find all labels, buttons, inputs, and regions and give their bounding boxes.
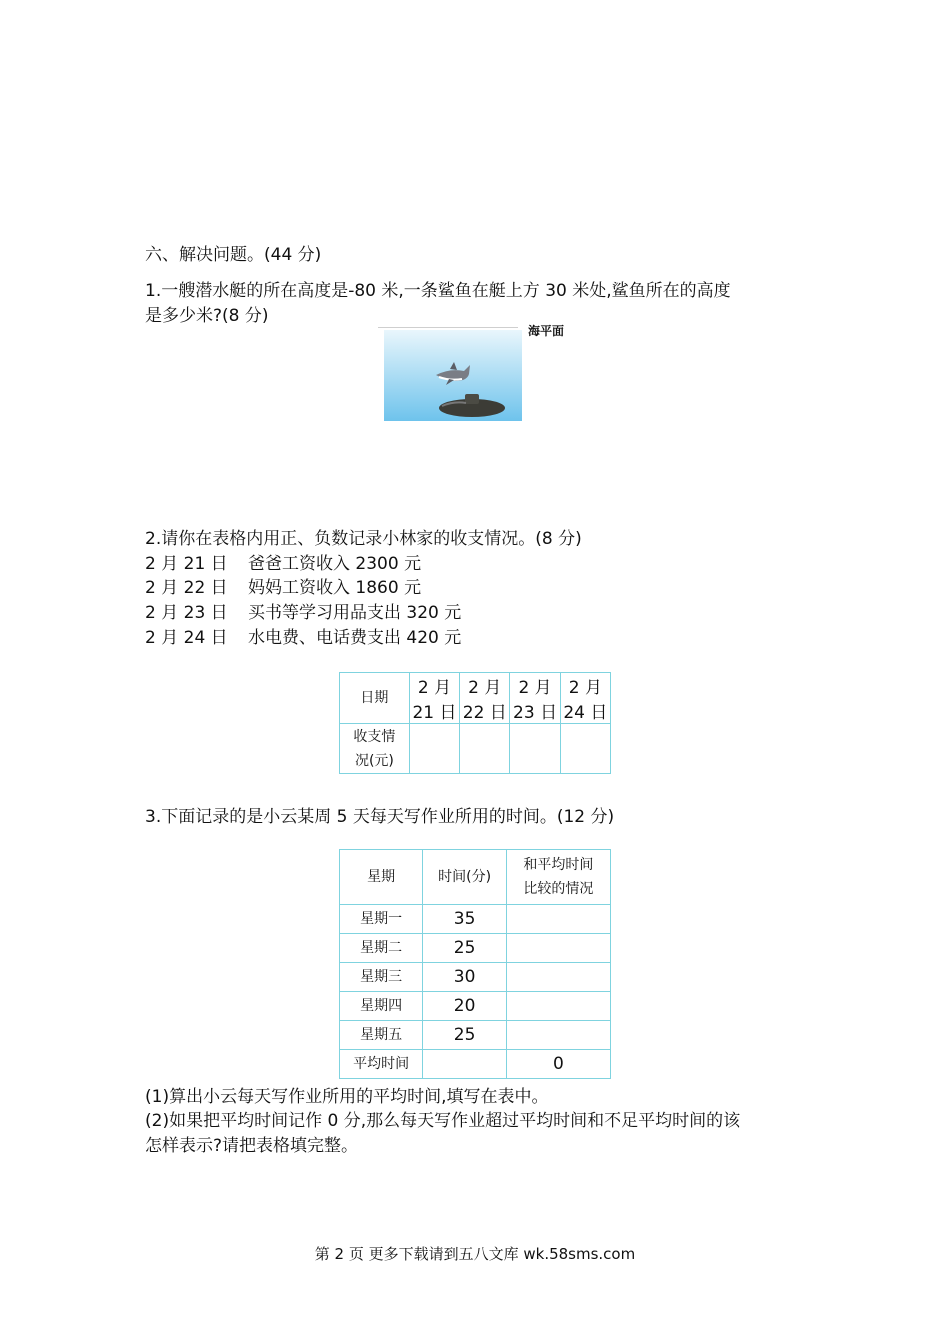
shark-icon	[436, 362, 470, 385]
q2-record-date: 2 月 21 日	[145, 554, 228, 574]
answer-cell[interactable]	[409, 724, 459, 774]
compare-cell[interactable]	[506, 963, 610, 992]
q3-sub1: (1)算出小云每天写作业所用的平均时间,填写在表中。	[145, 1087, 549, 1107]
shark-submarine-illustration	[384, 330, 522, 421]
average-label-cell: 平均时间	[340, 1050, 423, 1079]
table-row	[340, 905, 611, 934]
weekday-cell: 星期四	[340, 992, 423, 1021]
table-row	[340, 850, 611, 905]
q2-title: 2.请你在表格内用正、负数记录小林家的收支情况。(8 分)	[145, 529, 582, 549]
time-cell: 20	[423, 992, 506, 1021]
q1-text-line2: 是多少米?(8 分)	[145, 306, 269, 326]
time-cell: 25	[423, 934, 506, 963]
table-header-weekday: 星期	[340, 850, 423, 905]
table-header-date-cell: 2 月 24 日	[560, 673, 610, 724]
q1-text-line1: 1.一艘潜水艇的所在高度是-80 米,一条鲨鱼在艇上方 30 米处,鲨鱼所在的高度	[145, 281, 731, 301]
q3-sub2-line2: 怎样表示?请把表格填完整。	[145, 1136, 359, 1156]
q2-record-date: 2 月 22 日	[145, 578, 228, 598]
submarine-icon	[439, 394, 505, 417]
income-expense-table	[339, 672, 611, 774]
table-row	[340, 1021, 611, 1050]
table-header-date-cell: 2 月 21 日	[409, 673, 459, 724]
compare-cell[interactable]	[506, 905, 610, 934]
table-label-income: 收支情 况(元)	[340, 724, 410, 774]
q2-record-date: 2 月 24 日	[145, 628, 228, 648]
sea-water	[384, 330, 522, 421]
sea-level-line	[378, 327, 518, 328]
compare-cell[interactable]	[506, 1021, 610, 1050]
q2-record-text: 买书等学习用品支出 320 元	[248, 603, 462, 623]
time-cell: 25	[423, 1021, 506, 1050]
table-header-time: 时间(分)	[423, 850, 506, 905]
compare-cell[interactable]	[506, 992, 610, 1021]
compare-cell[interactable]	[506, 934, 610, 963]
q2-record-text: 妈妈工资收入 1860 元	[248, 578, 422, 598]
table-header-date: 日期	[340, 673, 410, 724]
table-row	[340, 992, 611, 1021]
q3-title: 3.下面记录的是小云某周 5 天每天写作业所用的时间。(12 分)	[145, 807, 615, 827]
table-row	[340, 934, 611, 963]
page-footer: 第 2 页 更多下载请到五八文库 wk.58sms.com	[314, 1245, 636, 1263]
q2-record-text: 爸爸工资收入 2300 元	[248, 554, 422, 574]
average-time-cell[interactable]	[423, 1050, 506, 1079]
q2-record-date: 2 月 23 日	[145, 603, 228, 623]
section-title: 六、解决问题。(44 分)	[145, 245, 322, 265]
weekday-cell: 星期一	[340, 905, 423, 934]
q2-record-text: 水电费、电话费支出 420 元	[248, 628, 462, 648]
answer-cell[interactable]	[510, 724, 560, 774]
q3-sub2-line1: (2)如果把平均时间记作 0 分,那么每天写作业超过平均时间和不足平均时间的该	[145, 1111, 741, 1131]
weekday-cell: 星期五	[340, 1021, 423, 1050]
table-header-compare: 和平均时间 比较的情况	[506, 850, 610, 905]
time-cell: 35	[423, 905, 506, 934]
answer-cell[interactable]	[460, 724, 510, 774]
table-header-date-cell: 2 月 23 日	[510, 673, 560, 724]
average-compare-cell: 0	[506, 1050, 610, 1079]
table-row	[340, 724, 611, 774]
table-row	[340, 673, 611, 724]
table-row	[340, 1050, 611, 1079]
weekday-cell: 星期二	[340, 934, 423, 963]
weekday-cell: 星期三	[340, 963, 423, 992]
sea-level-label: 海平面	[528, 324, 565, 338]
table-row	[340, 963, 611, 992]
table-header-date-cell: 2 月 22 日	[460, 673, 510, 724]
time-cell: 30	[423, 963, 506, 992]
answer-cell[interactable]	[560, 724, 610, 774]
homework-time-table	[339, 849, 611, 1079]
